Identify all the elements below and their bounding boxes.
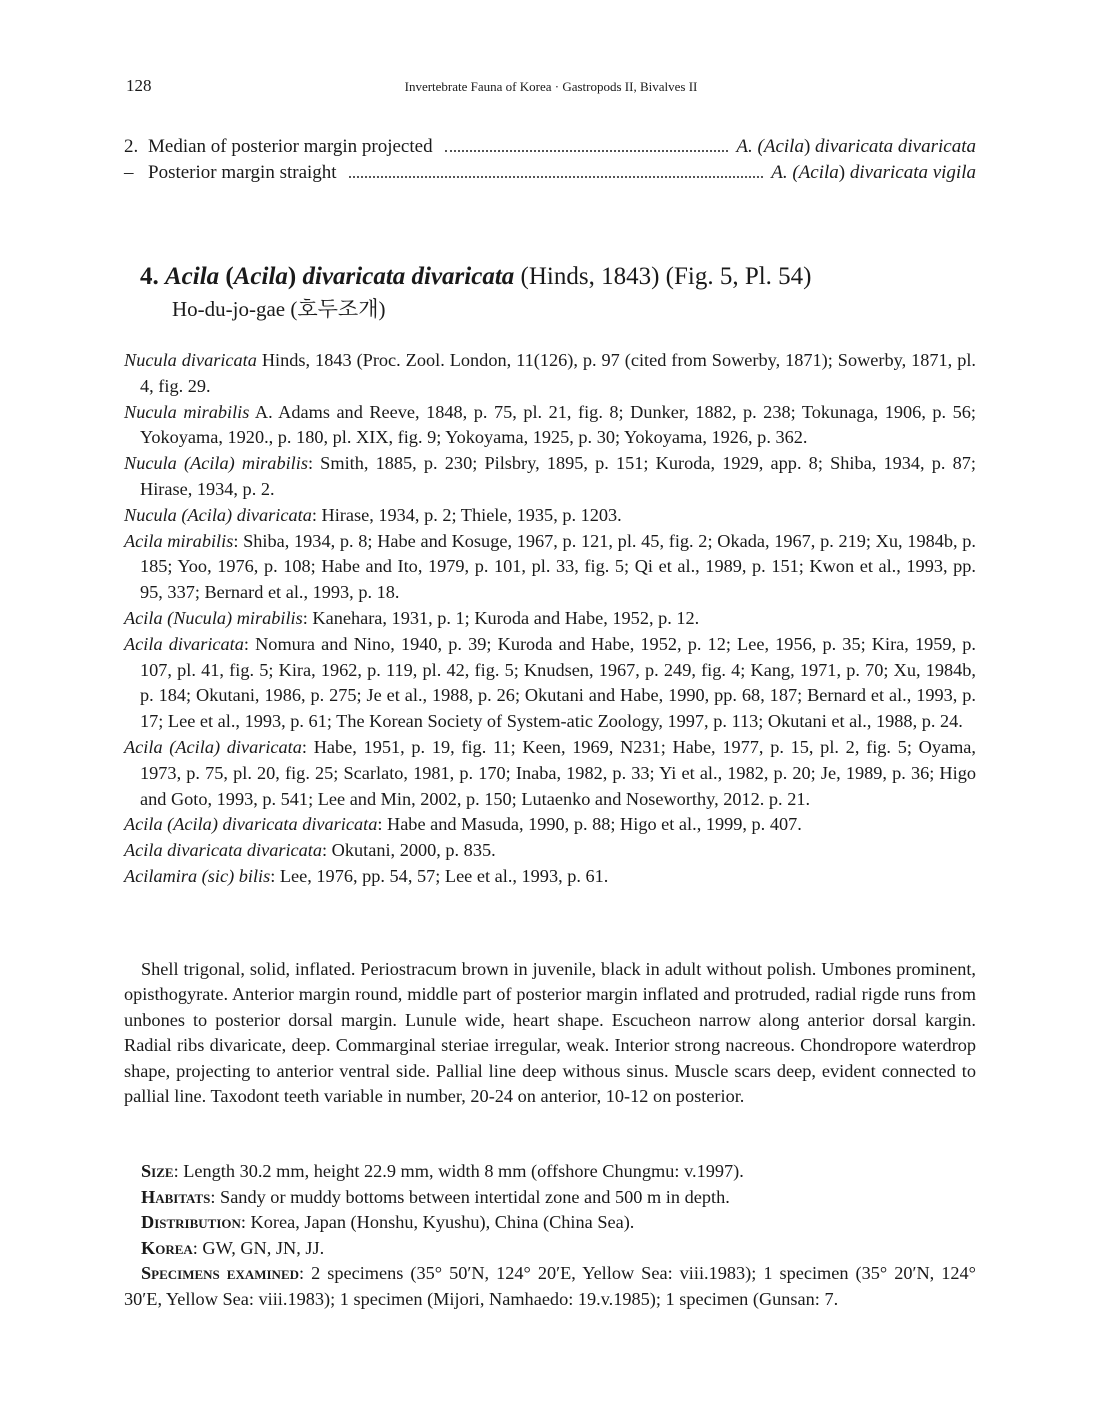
field-habitats [124, 1185, 976, 1211]
synonymy-entry [124, 451, 976, 503]
field-label: Specimens examined [141, 1263, 300, 1283]
synonym-citations: : Kanehara, 1931, p. 1; Kuroda and Habe, 1952, p. 12. [302, 607, 700, 628]
key-result-species: divaricata vigila [845, 162, 976, 183]
synonymy-list [124, 348, 976, 890]
synonym-name: Nucula mirabilis [124, 401, 250, 422]
synonym-name: Acila (Nucula) mirabilis [124, 607, 303, 628]
species-epithet: divaricata divaricata [296, 263, 515, 290]
synonymy-entry [124, 838, 976, 864]
synonym-citations: : Habe and Masuda, 1990, p. 88; Higo et al., 1999, p. 407. [377, 814, 802, 835]
field-specimens-examined [124, 1261, 976, 1312]
field-korea [124, 1236, 976, 1262]
key-couplet [124, 134, 976, 160]
key-result-genus: A. ( [736, 136, 764, 157]
key-character: Median of posterior margin projected [148, 136, 433, 157]
field-value: : Length 30.2 mm, height 22.9 mm, width 8 mm (offshore Chungmu: v.1997). [173, 1161, 744, 1181]
synonymy-entry [124, 529, 976, 606]
synonym-name: Acila (Acila) divaricata [124, 736, 302, 757]
synonymy-entry [124, 864, 976, 890]
field-size [124, 1159, 976, 1185]
synonym-citations: : Nomura and Nino, 1940, p. 39; Kuroda and Habe, 1952, p. 12; Lee, 1956, p. 35; Kira, 1959, p. 107, pl. 41, fig. 5; Kira, 1962, p. 119, pl. 42, fig. 5; Knudsen, 1967, p. 249, fig. 4; Kang, 1971, p. 70; Xu, 1984b, p. 184; Okutani, 1986, p. 275; Je et al., 1988, p. 26; Okutani and Habe, 1990, pp. 68, 187; Bernard et al., 1993, p. 17; Lee et al., 1993, p. 61; The Korean Society of System-atic Zoology, 1997, p. 113; Okutani et al., 1988, p. 24. [140, 633, 977, 732]
key-result-paren: ) [838, 162, 846, 183]
species-title [140, 260, 970, 294]
key-result [771, 160, 976, 186]
field-value: : Sandy or muddy bottoms between intertidal zone and 500 m in depth. [210, 1186, 730, 1207]
key-number: – [124, 162, 134, 183]
species-number: 4. [140, 263, 159, 290]
key-result-paren: ) [803, 136, 811, 157]
synonymy-entry [124, 400, 976, 452]
species-genus: Acila [165, 263, 220, 290]
synonym-citations: A. Adams and Reeve, 1848, p. 75, pl. 21, fig. 8; Dunker, 1882, p. 238; Tokunaga, 1906, p. 56; Yokoyama, 1920., p. 180, pl. XIX, fig. 9; Yokoyama, 1925, p. 30; Yokoyama, 1926, p. 362. [140, 401, 976, 448]
key-result [736, 134, 976, 160]
synonymy-entry [124, 812, 976, 838]
synonymy-entry [124, 503, 976, 529]
synonym-name: Acila mirabilis [124, 530, 234, 551]
synonym-citations: : Habe, 1951, p. 19, fig. 11; Keen, 1969, N231; Habe, 1977, p. 15, pl. 2, fig. 5; Oyama, 1973, p. 75, pl. 20, fig. 25; Scarlato, 1981, p. 170; Inaba, 1982, p. 33; Yi et al., 1982, p. 20; Je, 1989, p. 36; Higo and Goto, 1993, p. 541; Lee and Min, 2002, p. 150; Lutaenko and Noseworthy, 2012. p. 21. [140, 736, 976, 809]
key-leader-dots [349, 176, 764, 178]
synonym-name: Nucula (Acila) mirabilis [124, 453, 308, 474]
field-label: Size [141, 1161, 174, 1181]
key-result-species: divaricata divaricata [810, 136, 976, 157]
field-label: Distribution [141, 1212, 241, 1232]
synonym-name: Nucula divaricata [124, 350, 257, 370]
key-couplet [124, 160, 976, 186]
shell-description: Shell trigonal, solid, inflated. Periostracum brown in juvenile, black in adult without polish. Umbones prominent, opisthogyrate. Anterior margin round, middle part of posterior margin inflated and protruded, radial rigde runs from unbones to posterior dorsal margin. Lunule wide, heart shape. Escucheon narrow along anterior dorsal kargin. Radial ribs divaricate, deep. Commarginal steriae irregular, weak. Interior strong nacreous. Chondropore waterdrop shape, projecting to anterior ventral side. Pallial line deep withous sinus. Muscle scars deep, evident connected to pallial line. Taxodont teeth variable in number, 20-24 on anterior, 10-12 on posterior. [124, 959, 976, 1107]
field-value: : 2 specimens (35° 50′N, 124° 20′E, Yellow Sea: viii.1983); 1 specimen (35° 20′N, 124° 30′E, Yellow Sea: viii.1983); 1 specimen (Mijori, Namhaedo: 19.v.1985); 1 specimen (Gunsan: 7. [124, 1263, 976, 1309]
synonym-name: Acilamira (sic) bilis [124, 865, 271, 886]
synonym-citations: : Lee, 1976, pp. 54, 57; Lee et al., 1993, p. 61. [270, 865, 609, 886]
synonym-citations: : Hirase, 1934, p. 2; Thiele, 1935, p. 1203. [311, 504, 622, 525]
field-label: Habitats [141, 1186, 211, 1207]
running-header [126, 76, 976, 100]
field-label: Korea [141, 1237, 193, 1258]
synonym-citations: : Shiba, 1934, p. 8; Habe and Kosuge, 1967, p. 121, pl. 45, fig. 2; Okada, 1967, p. 219; Xu, 1984b, p. 185; Yoo, 1976, p. 108; Habe and Ito, 1979, p. 101, pl. 33, fig. 5; Qi et al., 1989, p. 151; Kwon et al., 1993, pp. 95, 337; Bernard et al., 1993, p. 18. [140, 530, 976, 603]
synonym-citations: Hinds, 1843 (Proc. Zool. London, 11(126), p. 97 (cited from Sowerby, 1871); Sowerby, 1871, pl. 4, fig. 29. [140, 350, 976, 396]
key-result-subgenus: Acila [798, 162, 839, 183]
synonym-name: Acila divaricata divaricata [124, 840, 323, 861]
synonymy-entry [124, 348, 976, 400]
key-number: 2. [124, 136, 139, 157]
key-leader-dots [445, 150, 729, 152]
synonym-citations: : Smith, 1885, p. 230; Pilsbry, 1895, p. 151; Kuroda, 1929, app. 8; Shiba, 1934, p. 87; Hirase, 1934, p. 2. [140, 453, 976, 499]
synonymy-entry [124, 606, 976, 632]
synonym-name: Acila (Acila) divaricata divaricata [124, 814, 378, 835]
identification-key [124, 134, 976, 186]
species-paren-close: ) [287, 263, 297, 290]
species-fields [124, 1159, 976, 1312]
synonym-name: Acila divaricata [124, 633, 244, 654]
vernacular-name: Ho-du-jo-gae (호두조개) [172, 297, 386, 321]
synonymy-entry [124, 632, 976, 735]
page-number: 128 [126, 76, 152, 95]
key-character: Posterior margin straight [148, 162, 337, 183]
key-result-subgenus: Acila [763, 136, 804, 157]
key-result-genus: A. ( [771, 162, 799, 183]
synonymy-entry [124, 735, 976, 812]
species-subgenus: Acila [233, 263, 288, 290]
field-value: : Korea, Japan (Honshu, Kyushu), China (China Sea). [240, 1212, 635, 1232]
species-heading [140, 260, 970, 324]
synonym-citations: : Okutani, 2000, p. 835. [322, 840, 496, 861]
species-paren-open: ( [219, 263, 234, 290]
species-authority: (Hinds, 1843) (Fig. 5, Pl. 54) [514, 263, 812, 290]
field-value: : GW, GN, JN, JJ. [192, 1237, 325, 1258]
field-distribution [124, 1210, 976, 1236]
synonym-name: Nucula (Acila) divaricata [124, 504, 312, 525]
running-title: Invertebrate Fauna of Korea · Gastropods II, Bivalves II [404, 79, 698, 94]
